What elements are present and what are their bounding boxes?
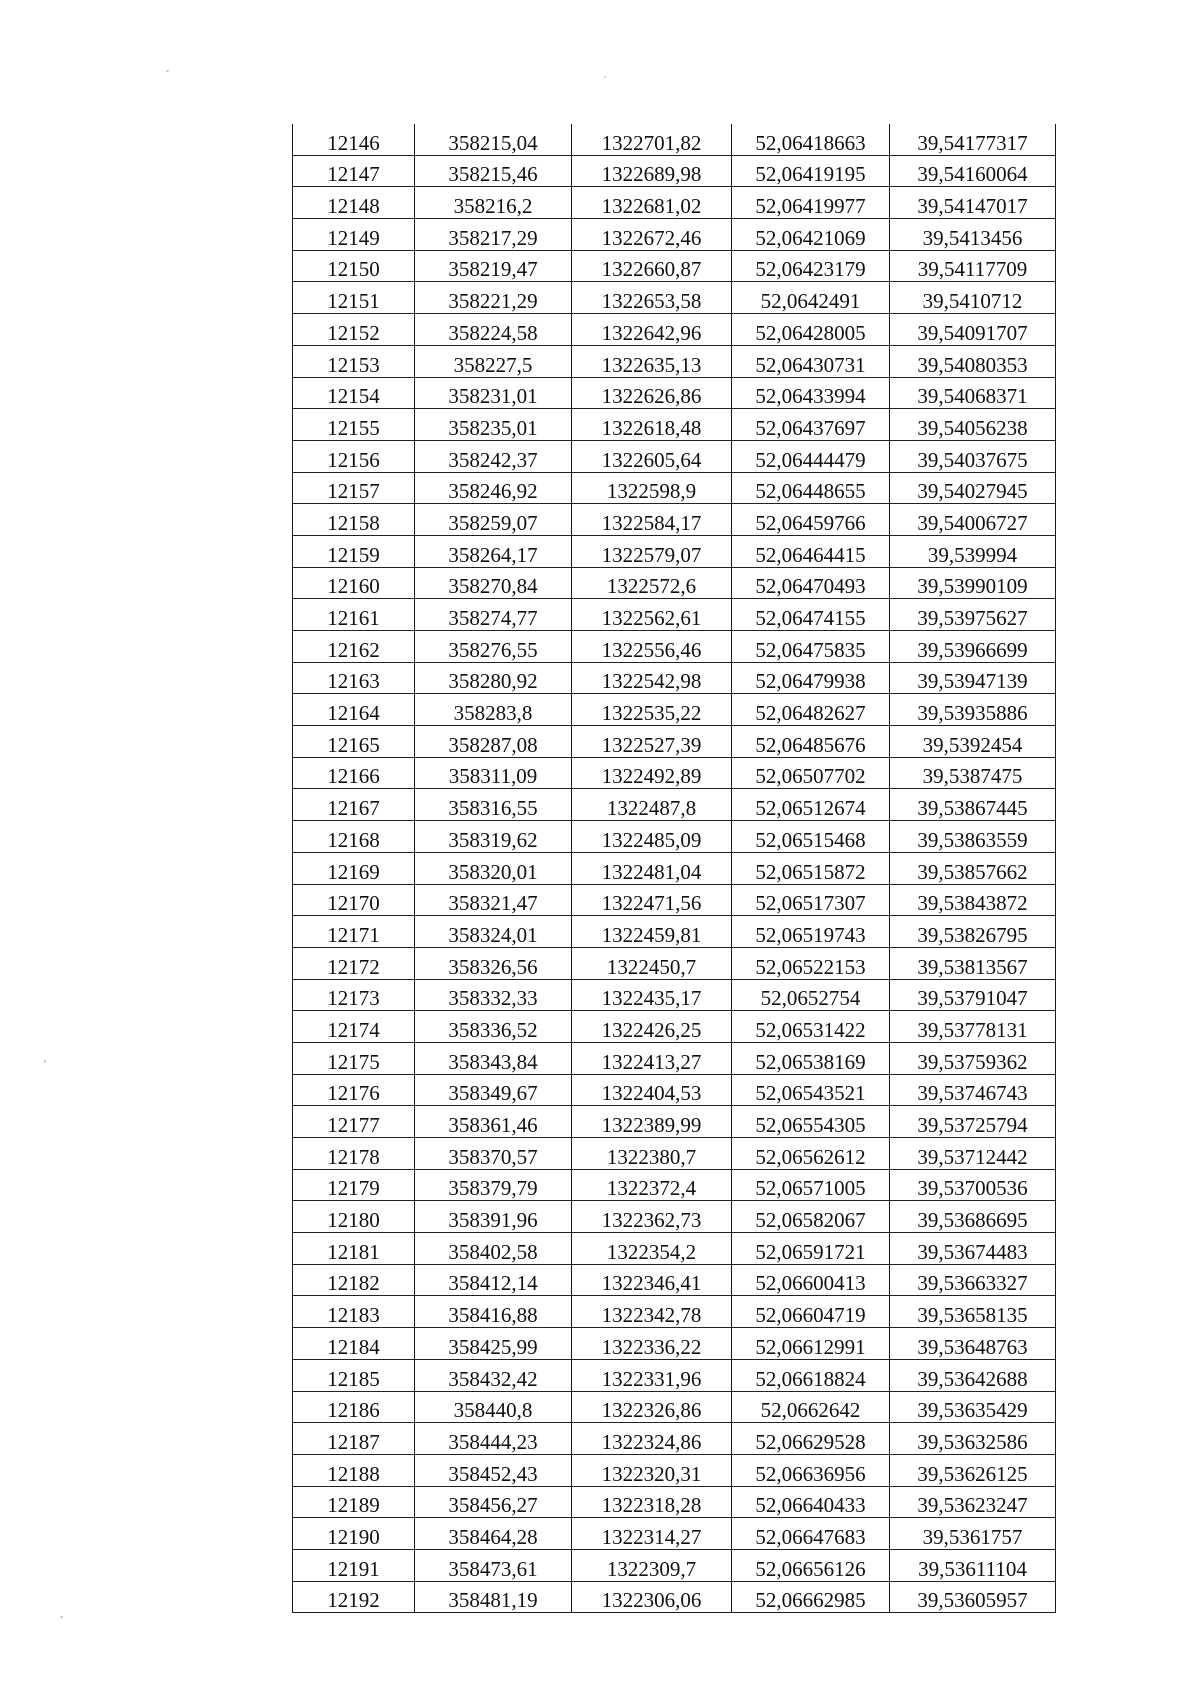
- latitude-cell: 52,06430731: [732, 345, 890, 377]
- point-number-cell: 12152: [293, 314, 415, 346]
- y-coordinate-cell: 1322380,7: [572, 1138, 732, 1170]
- table-row: [293, 852, 1056, 884]
- y-coordinate-cell: 1322314,27: [572, 1518, 732, 1550]
- y-coordinate-cell: 1322342,78: [572, 1296, 732, 1328]
- y-coordinate-cell: 1322626,86: [572, 377, 732, 409]
- longitude-cell: 39,5410712: [890, 282, 1056, 314]
- y-coordinate-cell: 1322635,13: [572, 345, 732, 377]
- y-coordinate-cell: 1322572,6: [572, 567, 732, 599]
- table-row: [293, 219, 1056, 251]
- point-number-cell: 12150: [293, 250, 415, 282]
- y-coordinate-cell: 1322527,39: [572, 726, 732, 758]
- table-row: [293, 535, 1056, 567]
- latitude-cell: 52,06517307: [732, 884, 890, 916]
- x-coordinate-cell: 358402,58: [415, 1233, 572, 1265]
- y-coordinate-cell: 1322336,22: [572, 1328, 732, 1360]
- latitude-cell: 52,06543521: [732, 1074, 890, 1106]
- y-coordinate-cell: 1322598,9: [572, 472, 732, 504]
- y-coordinate-cell: 1322672,46: [572, 219, 732, 251]
- longitude-cell: 39,53686695: [890, 1201, 1056, 1233]
- longitude-cell: 39,54117709: [890, 250, 1056, 282]
- point-number-cell: 12172: [293, 947, 415, 979]
- longitude-cell: 39,54147017: [890, 187, 1056, 219]
- y-coordinate-cell: 1322689,98: [572, 155, 732, 187]
- longitude-cell: 39,53700536: [890, 1169, 1056, 1201]
- latitude-cell: 52,06419977: [732, 187, 890, 219]
- longitude-cell: 39,53658135: [890, 1296, 1056, 1328]
- table-row: [293, 282, 1056, 314]
- table-row: [293, 472, 1056, 504]
- longitude-cell: 39,53663327: [890, 1264, 1056, 1296]
- x-coordinate-cell: 358432,42: [415, 1359, 572, 1391]
- table-row: [293, 504, 1056, 536]
- latitude-cell: 52,06600413: [732, 1264, 890, 1296]
- latitude-cell: 52,06470493: [732, 567, 890, 599]
- latitude-cell: 52,06448655: [732, 472, 890, 504]
- point-number-cell: 12179: [293, 1169, 415, 1201]
- longitude-cell: 39,5413456: [890, 219, 1056, 251]
- point-number-cell: 12147: [293, 155, 415, 187]
- latitude-cell: 52,0662642: [732, 1391, 890, 1423]
- y-coordinate-cell: 1322579,07: [572, 535, 732, 567]
- y-coordinate-cell: 1322653,58: [572, 282, 732, 314]
- latitude-cell: 52,0642491: [732, 282, 890, 314]
- table-row: [293, 631, 1056, 663]
- longitude-cell: 39,53826795: [890, 916, 1056, 948]
- point-number-cell: 12189: [293, 1486, 415, 1518]
- point-number-cell: 12192: [293, 1581, 415, 1613]
- point-number-cell: 12173: [293, 979, 415, 1011]
- table-row: [293, 1042, 1056, 1074]
- table-row: [293, 662, 1056, 694]
- x-coordinate-cell: 358311,09: [415, 757, 572, 789]
- table-row: [293, 884, 1056, 916]
- y-coordinate-cell: 1322331,96: [572, 1359, 732, 1391]
- longitude-cell: 39,53642688: [890, 1359, 1056, 1391]
- y-coordinate-cell: 1322324,86: [572, 1423, 732, 1455]
- y-coordinate-cell: 1322681,02: [572, 187, 732, 219]
- latitude-cell: 52,06656126: [732, 1549, 890, 1581]
- scan-speck: [60, 1616, 63, 1618]
- point-number-cell: 12190: [293, 1518, 415, 1550]
- longitude-cell: 39,53674483: [890, 1233, 1056, 1265]
- latitude-cell: 52,06531422: [732, 1011, 890, 1043]
- point-number-cell: 12180: [293, 1201, 415, 1233]
- y-coordinate-cell: 1322413,27: [572, 1042, 732, 1074]
- longitude-cell: 39,54177317: [890, 124, 1056, 155]
- longitude-cell: 39,53975627: [890, 599, 1056, 631]
- x-coordinate-cell: 358343,84: [415, 1042, 572, 1074]
- table-row: [293, 1423, 1056, 1455]
- longitude-cell: 39,53626125: [890, 1454, 1056, 1486]
- longitude-cell: 39,53611104: [890, 1549, 1056, 1581]
- y-coordinate-cell: 1322362,73: [572, 1201, 732, 1233]
- x-coordinate-cell: 358276,55: [415, 631, 572, 663]
- table-row: [293, 409, 1056, 441]
- x-coordinate-cell: 358235,01: [415, 409, 572, 441]
- table-row: [293, 1581, 1056, 1613]
- latitude-cell: 52,06433994: [732, 377, 890, 409]
- point-number-cell: 12159: [293, 535, 415, 567]
- y-coordinate-cell: 1322660,87: [572, 250, 732, 282]
- x-coordinate-cell: 358361,46: [415, 1106, 572, 1138]
- y-coordinate-cell: 1322459,81: [572, 916, 732, 948]
- latitude-cell: 52,06562612: [732, 1138, 890, 1170]
- scan-speck: [604, 76, 606, 78]
- table-row: [293, 1264, 1056, 1296]
- x-coordinate-cell: 358444,23: [415, 1423, 572, 1455]
- table-row: [293, 1328, 1056, 1360]
- table-row: [293, 1549, 1056, 1581]
- longitude-cell: 39,53867445: [890, 789, 1056, 821]
- point-number-cell: 12175: [293, 1042, 415, 1074]
- table-row: [293, 1391, 1056, 1423]
- y-coordinate-cell: 1322618,48: [572, 409, 732, 441]
- point-number-cell: 12160: [293, 567, 415, 599]
- x-coordinate-cell: 358283,8: [415, 694, 572, 726]
- latitude-cell: 52,06428005: [732, 314, 890, 346]
- latitude-cell: 52,06582067: [732, 1201, 890, 1233]
- longitude-cell: 39,53990109: [890, 567, 1056, 599]
- y-coordinate-cell: 1322535,22: [572, 694, 732, 726]
- y-coordinate-cell: 1322481,04: [572, 852, 732, 884]
- longitude-cell: 39,53623247: [890, 1486, 1056, 1518]
- x-coordinate-cell: 358319,62: [415, 821, 572, 853]
- point-number-cell: 12186: [293, 1391, 415, 1423]
- coordinates-table-body: [293, 124, 1056, 1613]
- scan-speck: [166, 70, 169, 72]
- x-coordinate-cell: 358215,46: [415, 155, 572, 187]
- y-coordinate-cell: 1322346,41: [572, 1264, 732, 1296]
- x-coordinate-cell: 358326,56: [415, 947, 572, 979]
- x-coordinate-cell: 358473,61: [415, 1549, 572, 1581]
- table-row: [293, 1359, 1056, 1391]
- point-number-cell: 12182: [293, 1264, 415, 1296]
- longitude-cell: 39,54091707: [890, 314, 1056, 346]
- table-row: [293, 187, 1056, 219]
- point-number-cell: 12146: [293, 124, 415, 155]
- point-number-cell: 12158: [293, 504, 415, 536]
- latitude-cell: 52,06591721: [732, 1233, 890, 1265]
- point-number-cell: 12161: [293, 599, 415, 631]
- x-coordinate-cell: 358270,84: [415, 567, 572, 599]
- y-coordinate-cell: 1322556,46: [572, 631, 732, 663]
- longitude-cell: 39,53863559: [890, 821, 1056, 853]
- x-coordinate-cell: 358224,58: [415, 314, 572, 346]
- table-row: [293, 1169, 1056, 1201]
- longitude-cell: 39,54068371: [890, 377, 1056, 409]
- longitude-cell: 39,54006727: [890, 504, 1056, 536]
- point-number-cell: 12168: [293, 821, 415, 853]
- y-coordinate-cell: 1322701,82: [572, 124, 732, 155]
- table-row: [293, 947, 1056, 979]
- table-row: [293, 345, 1056, 377]
- latitude-cell: 52,06515468: [732, 821, 890, 853]
- y-coordinate-cell: 1322485,09: [572, 821, 732, 853]
- x-coordinate-cell: 358219,47: [415, 250, 572, 282]
- longitude-cell: 39,54027945: [890, 472, 1056, 504]
- table-row: [293, 155, 1056, 187]
- y-coordinate-cell: 1322487,8: [572, 789, 732, 821]
- y-coordinate-cell: 1322562,61: [572, 599, 732, 631]
- longitude-cell: 39,53843872: [890, 884, 1056, 916]
- x-coordinate-cell: 358379,79: [415, 1169, 572, 1201]
- longitude-cell: 39,53632586: [890, 1423, 1056, 1455]
- table-row: [293, 567, 1056, 599]
- longitude-cell: 39,53935886: [890, 694, 1056, 726]
- table-row: [293, 440, 1056, 472]
- y-coordinate-cell: 1322320,31: [572, 1454, 732, 1486]
- y-coordinate-cell: 1322404,53: [572, 1074, 732, 1106]
- longitude-cell: 39,53635429: [890, 1391, 1056, 1423]
- x-coordinate-cell: 358316,55: [415, 789, 572, 821]
- y-coordinate-cell: 1322492,89: [572, 757, 732, 789]
- point-number-cell: 12185: [293, 1359, 415, 1391]
- coordinates-table: [292, 124, 1056, 1613]
- longitude-cell: 39,53857662: [890, 852, 1056, 884]
- x-coordinate-cell: 358391,96: [415, 1201, 572, 1233]
- point-number-cell: 12162: [293, 631, 415, 663]
- y-coordinate-cell: 1322642,96: [572, 314, 732, 346]
- latitude-cell: 52,06479938: [732, 662, 890, 694]
- table-row: [293, 1296, 1056, 1328]
- latitude-cell: 52,06522153: [732, 947, 890, 979]
- longitude-cell: 39,53746743: [890, 1074, 1056, 1106]
- latitude-cell: 52,06464415: [732, 535, 890, 567]
- table-row: [293, 789, 1056, 821]
- point-number-cell: 12157: [293, 472, 415, 504]
- latitude-cell: 52,06482627: [732, 694, 890, 726]
- latitude-cell: 52,06629528: [732, 1423, 890, 1455]
- table-row: [293, 1201, 1056, 1233]
- longitude-cell: 39,53813567: [890, 947, 1056, 979]
- point-number-cell: 12177: [293, 1106, 415, 1138]
- longitude-cell: 39,5392454: [890, 726, 1056, 758]
- point-number-cell: 12178: [293, 1138, 415, 1170]
- latitude-cell: 52,06507702: [732, 757, 890, 789]
- point-number-cell: 12184: [293, 1328, 415, 1360]
- longitude-cell: 39,5387475: [890, 757, 1056, 789]
- x-coordinate-cell: 358274,77: [415, 599, 572, 631]
- x-coordinate-cell: 358221,29: [415, 282, 572, 314]
- latitude-cell: 52,06475835: [732, 631, 890, 663]
- latitude-cell: 52,06538169: [732, 1042, 890, 1074]
- x-coordinate-cell: 358412,14: [415, 1264, 572, 1296]
- x-coordinate-cell: 358242,37: [415, 440, 572, 472]
- point-number-cell: 12165: [293, 726, 415, 758]
- y-coordinate-cell: 1322450,7: [572, 947, 732, 979]
- latitude-cell: 52,06554305: [732, 1106, 890, 1138]
- point-number-cell: 12187: [293, 1423, 415, 1455]
- longitude-cell: 39,53947139: [890, 662, 1056, 694]
- point-number-cell: 12183: [293, 1296, 415, 1328]
- table-row: [293, 1011, 1056, 1043]
- longitude-cell: 39,53725794: [890, 1106, 1056, 1138]
- x-coordinate-cell: 358464,28: [415, 1518, 572, 1550]
- latitude-cell: 52,06662985: [732, 1581, 890, 1613]
- point-number-cell: 12156: [293, 440, 415, 472]
- table-row: [293, 757, 1056, 789]
- latitude-cell: 52,06640433: [732, 1486, 890, 1518]
- longitude-cell: 39,54037675: [890, 440, 1056, 472]
- x-coordinate-cell: 358452,43: [415, 1454, 572, 1486]
- table-row: [293, 124, 1056, 155]
- longitude-cell: 39,54080353: [890, 345, 1056, 377]
- longitude-cell: 39,53712442: [890, 1138, 1056, 1170]
- latitude-cell: 52,06485676: [732, 726, 890, 758]
- x-coordinate-cell: 358332,33: [415, 979, 572, 1011]
- x-coordinate-cell: 358336,52: [415, 1011, 572, 1043]
- table-row: [293, 314, 1056, 346]
- x-coordinate-cell: 358217,29: [415, 219, 572, 251]
- latitude-cell: 52,06515872: [732, 852, 890, 884]
- point-number-cell: 12148: [293, 187, 415, 219]
- longitude-cell: 39,53966699: [890, 631, 1056, 663]
- longitude-cell: 39,539994: [890, 535, 1056, 567]
- longitude-cell: 39,53759362: [890, 1042, 1056, 1074]
- point-number-cell: 12176: [293, 1074, 415, 1106]
- latitude-cell: 52,06636956: [732, 1454, 890, 1486]
- y-coordinate-cell: 1322471,56: [572, 884, 732, 916]
- latitude-cell: 52,0652754: [732, 979, 890, 1011]
- x-coordinate-cell: 358216,2: [415, 187, 572, 219]
- table-row: [293, 821, 1056, 853]
- x-coordinate-cell: 358370,57: [415, 1138, 572, 1170]
- point-number-cell: 12188: [293, 1454, 415, 1486]
- x-coordinate-cell: 358349,67: [415, 1074, 572, 1106]
- y-coordinate-cell: 1322326,86: [572, 1391, 732, 1423]
- table-row: [293, 1106, 1056, 1138]
- table-row: [293, 1486, 1056, 1518]
- y-coordinate-cell: 1322605,64: [572, 440, 732, 472]
- longitude-cell: 39,53791047: [890, 979, 1056, 1011]
- y-coordinate-cell: 1322435,17: [572, 979, 732, 1011]
- y-coordinate-cell: 1322372,4: [572, 1169, 732, 1201]
- latitude-cell: 52,06418663: [732, 124, 890, 155]
- point-number-cell: 12163: [293, 662, 415, 694]
- latitude-cell: 52,06419195: [732, 155, 890, 187]
- y-coordinate-cell: 1322309,7: [572, 1549, 732, 1581]
- x-coordinate-cell: 358481,19: [415, 1581, 572, 1613]
- y-coordinate-cell: 1322306,06: [572, 1581, 732, 1613]
- y-coordinate-cell: 1322318,28: [572, 1486, 732, 1518]
- longitude-cell: 39,53778131: [890, 1011, 1056, 1043]
- point-number-cell: 12154: [293, 377, 415, 409]
- point-number-cell: 12169: [293, 852, 415, 884]
- x-coordinate-cell: 358320,01: [415, 852, 572, 884]
- x-coordinate-cell: 358246,92: [415, 472, 572, 504]
- point-number-cell: 12170: [293, 884, 415, 916]
- table-row: [293, 1233, 1056, 1265]
- point-number-cell: 12174: [293, 1011, 415, 1043]
- x-coordinate-cell: 358264,17: [415, 535, 572, 567]
- table-row: [293, 726, 1056, 758]
- x-coordinate-cell: 358440,8: [415, 1391, 572, 1423]
- point-number-cell: 12155: [293, 409, 415, 441]
- y-coordinate-cell: 1322584,17: [572, 504, 732, 536]
- y-coordinate-cell: 1322542,98: [572, 662, 732, 694]
- scan-speck: [44, 1060, 46, 1063]
- point-number-cell: 12151: [293, 282, 415, 314]
- longitude-cell: 39,54056238: [890, 409, 1056, 441]
- table-row: [293, 1454, 1056, 1486]
- table-row: [293, 979, 1056, 1011]
- table-row: [293, 1518, 1056, 1550]
- table-row: [293, 250, 1056, 282]
- y-coordinate-cell: 1322389,99: [572, 1106, 732, 1138]
- x-coordinate-cell: 358456,27: [415, 1486, 572, 1518]
- x-coordinate-cell: 358215,04: [415, 124, 572, 155]
- latitude-cell: 52,06571005: [732, 1169, 890, 1201]
- point-number-cell: 12191: [293, 1549, 415, 1581]
- latitude-cell: 52,06618824: [732, 1359, 890, 1391]
- x-coordinate-cell: 358416,88: [415, 1296, 572, 1328]
- latitude-cell: 52,06421069: [732, 219, 890, 251]
- point-number-cell: 12149: [293, 219, 415, 251]
- y-coordinate-cell: 1322354,2: [572, 1233, 732, 1265]
- point-number-cell: 12171: [293, 916, 415, 948]
- longitude-cell: 39,53648763: [890, 1328, 1056, 1360]
- latitude-cell: 52,06444479: [732, 440, 890, 472]
- point-number-cell: 12164: [293, 694, 415, 726]
- table-row: [293, 916, 1056, 948]
- latitude-cell: 52,06647683: [732, 1518, 890, 1550]
- x-coordinate-cell: 358287,08: [415, 726, 572, 758]
- table-row: [293, 1074, 1056, 1106]
- latitude-cell: 52,06604719: [732, 1296, 890, 1328]
- x-coordinate-cell: 358324,01: [415, 916, 572, 948]
- point-number-cell: 12153: [293, 345, 415, 377]
- table-row: [293, 377, 1056, 409]
- longitude-cell: 39,5361757: [890, 1518, 1056, 1550]
- point-number-cell: 12166: [293, 757, 415, 789]
- latitude-cell: 52,06423179: [732, 250, 890, 282]
- latitude-cell: 52,06459766: [732, 504, 890, 536]
- x-coordinate-cell: 358259,07: [415, 504, 572, 536]
- latitude-cell: 52,06474155: [732, 599, 890, 631]
- x-coordinate-cell: 358280,92: [415, 662, 572, 694]
- point-number-cell: 12181: [293, 1233, 415, 1265]
- latitude-cell: 52,06519743: [732, 916, 890, 948]
- latitude-cell: 52,06512674: [732, 789, 890, 821]
- latitude-cell: 52,06437697: [732, 409, 890, 441]
- point-number-cell: 12167: [293, 789, 415, 821]
- table-row: [293, 694, 1056, 726]
- longitude-cell: 39,53605957: [890, 1581, 1056, 1613]
- x-coordinate-cell: 358231,01: [415, 377, 572, 409]
- x-coordinate-cell: 358227,5: [415, 345, 572, 377]
- x-coordinate-cell: 358425,99: [415, 1328, 572, 1360]
- y-coordinate-cell: 1322426,25: [572, 1011, 732, 1043]
- longitude-cell: 39,54160064: [890, 155, 1056, 187]
- table-row: [293, 599, 1056, 631]
- table-row: [293, 1138, 1056, 1170]
- x-coordinate-cell: 358321,47: [415, 884, 572, 916]
- latitude-cell: 52,06612991: [732, 1328, 890, 1360]
